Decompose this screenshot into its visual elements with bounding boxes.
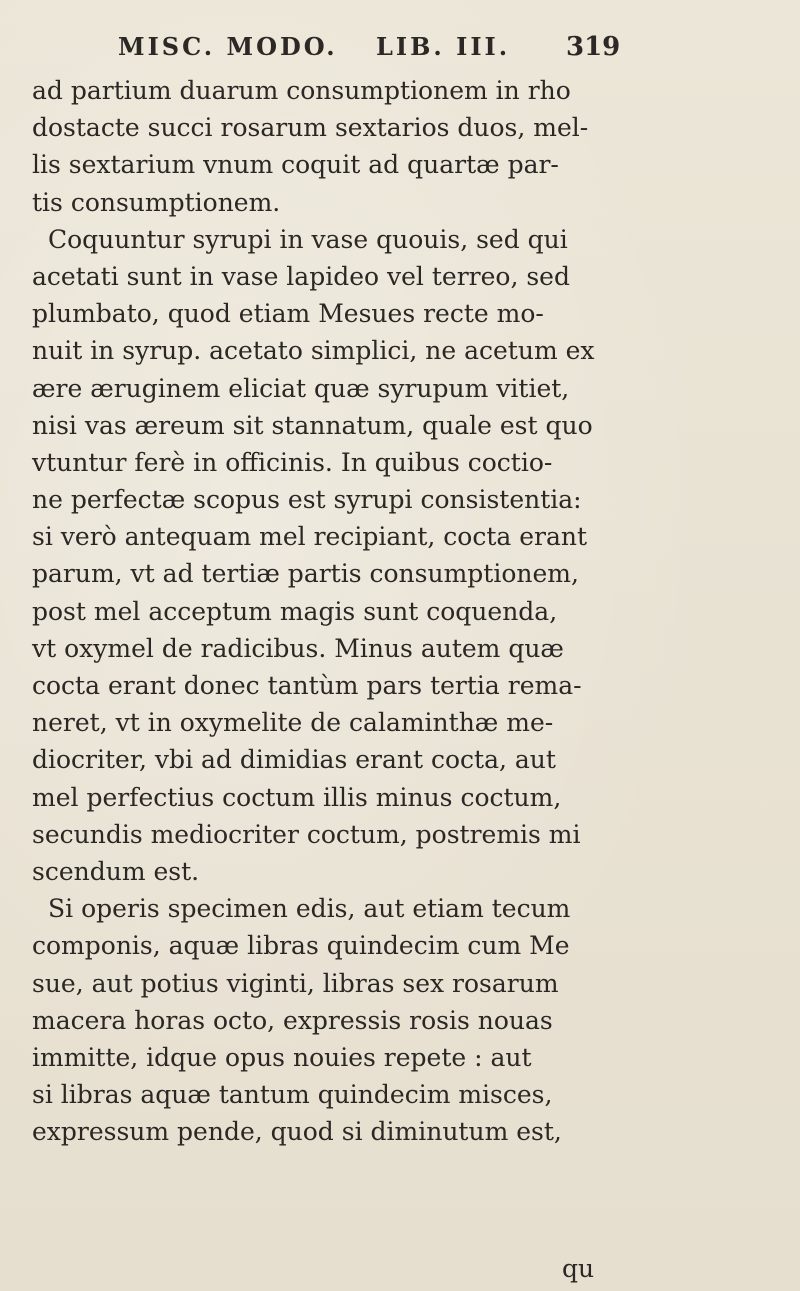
text-line: dostacte succi rosarum sextarios duos, mel- — [32, 113, 589, 143]
text-line: parum, vt ad tertiæ partis consumptionem, — [32, 559, 579, 589]
text-line: secundis mediocriter coctum, postremis mi — [32, 819, 581, 849]
text-line: si libras aquæ tantum quindecim misces, — [32, 1080, 553, 1110]
page-number: 319 — [566, 32, 621, 62]
text-line: ne perfectæ scopus est syrupi consistentia: — [32, 485, 582, 515]
catchword: qu — [562, 1254, 595, 1283]
text-line: vt oxymel de radicibus. Minus autem quæ — [32, 633, 564, 663]
text-line: acetati sunt in vase lapideo vel terreo, sed — [32, 261, 570, 291]
text-line: diocriter, vbi ad dimidias erant cocta, aut — [32, 745, 556, 775]
text-line: macera horas octo, expressis rosis nouas — [32, 1005, 553, 1035]
text-line: immitte, idque opus nouies repete : aut — [32, 1042, 532, 1072]
text-line: Coquuntur syrupi in vase quouis, sed qui — [48, 224, 568, 254]
text-line: tis consumptionem. — [32, 187, 281, 217]
running-head-book: LIB. III. — [376, 32, 511, 61]
text-line: lis sextarium vnum coquit ad quartæ par- — [32, 150, 559, 180]
text-line: nisi vas æreum sit stannatum, quale est quo — [32, 410, 593, 440]
text-line: mel perfectius coctum illis minus coctum, — [32, 782, 562, 812]
text-line: componis, aquæ libras quindecim cum Me — [32, 931, 570, 961]
running-head — [118, 32, 638, 68]
text-line: expressum pende, quod si diminutum est, — [32, 1117, 562, 1147]
text-line: neret, vt in oxymelite de calaminthæ me- — [32, 708, 554, 738]
text-line: Si operis specimen edis, aut etiam tecum — [48, 894, 571, 924]
body-text — [32, 72, 632, 1150]
text-line: cocta erant donec tantùm pars tertia rema- — [32, 671, 582, 700]
text-line: vtuntur ferè in officinis. In quibus coctio- — [32, 447, 553, 477]
text-line: ære æruginem eliciat quæ syrupum vitiet, — [32, 373, 570, 403]
text-line: nuit in syrup. acetato simplici, ne acetum ex — [32, 336, 595, 366]
text-line: scendum est. — [32, 856, 200, 886]
running-head-title: MISC. MODO. — [118, 32, 338, 61]
text-line: sue, aut potius viginti, libras sex rosarum — [32, 968, 559, 998]
text-line: post mel acceptum magis sunt coquenda, — [32, 596, 558, 626]
text-line: ad partium duarum consumptionem in rho — [32, 76, 571, 105]
text-line: plumbato, quod etiam Mesues recte mo- — [32, 299, 544, 329]
text-line: si verò antequam mel recipiant, cocta erant — [32, 522, 588, 552]
